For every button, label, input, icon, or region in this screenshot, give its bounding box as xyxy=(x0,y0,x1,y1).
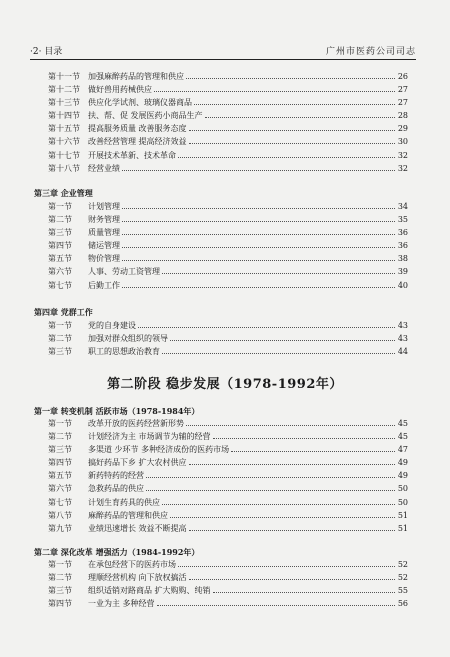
toc-entry[interactable] xyxy=(48,279,408,292)
page-number-label: ·2· 目录 xyxy=(30,47,63,57)
page-number: 39 xyxy=(397,267,408,277)
dot-leader xyxy=(189,130,395,131)
page-number: 28 xyxy=(397,111,408,121)
chapter-heading: 第二章 深化改革 增强活力（1984-1992年） xyxy=(34,547,200,557)
section-number: 第二节 xyxy=(48,215,72,225)
toc-entry[interactable] xyxy=(48,109,408,122)
toc-entry[interactable] xyxy=(48,597,408,610)
dot-leader xyxy=(162,353,395,354)
page-number: 51 xyxy=(397,510,408,520)
chapter-heading: 第四章 党群工作 xyxy=(34,307,93,317)
section-number: 第六节 xyxy=(48,267,72,277)
section-number: 第一节 xyxy=(48,560,72,569)
dot-leader xyxy=(122,234,395,235)
section-title: 提高服务质量 改善服务态度 xyxy=(88,124,187,134)
section-number: 第二节 xyxy=(48,334,72,344)
section-number: 第十二节 xyxy=(48,85,80,95)
page-number: 27 xyxy=(397,85,408,95)
dot-leader xyxy=(189,143,395,144)
section-title: 多渠道 少环节 多种经济成份的医药市场 xyxy=(88,445,230,455)
section-number: 第三节 xyxy=(48,347,72,357)
section-number: 第五节 xyxy=(48,254,72,264)
dot-leader xyxy=(138,327,395,328)
dot-leader xyxy=(154,91,395,92)
section-number: 第三节 xyxy=(48,228,72,238)
section-title: 经营业绩 xyxy=(88,163,120,173)
toc-entry[interactable] xyxy=(48,162,408,175)
dot-leader xyxy=(186,425,395,426)
section-number: 第七节 xyxy=(48,497,72,507)
page-number: 32 xyxy=(397,150,408,160)
dot-leader xyxy=(186,78,395,79)
dot-leader xyxy=(170,340,395,341)
section-title: 新药特药的经营 xyxy=(88,471,144,481)
dot-leader xyxy=(162,273,395,274)
page-number: 27 xyxy=(397,98,408,108)
toc-entry[interactable] xyxy=(48,584,408,597)
section-title: 理顺经营机构 向下放权搞活 xyxy=(88,573,187,583)
page-number: 45 xyxy=(397,432,408,442)
dot-leader xyxy=(162,504,395,505)
toc-entry[interactable] xyxy=(48,265,408,278)
dot-leader xyxy=(213,438,395,439)
toc-entry[interactable] xyxy=(48,70,408,83)
section-title: 麻醉药品的管理和供应 xyxy=(88,510,168,520)
toc-entry[interactable] xyxy=(48,469,408,482)
toc-entry[interactable] xyxy=(48,226,408,239)
section-title: 物价管理 xyxy=(88,254,120,264)
section-number: 第一节 xyxy=(48,419,72,428)
section-title: 急救药品的供应 xyxy=(88,484,144,494)
dot-leader xyxy=(122,287,395,288)
page-number: 47 xyxy=(397,445,408,455)
page-number: 40 xyxy=(397,280,408,290)
dot-leader xyxy=(122,208,395,209)
part-heading: 第二阶段 稳步发展（1978-1992年） xyxy=(107,377,343,392)
dot-leader xyxy=(189,464,395,465)
page-number: 43 xyxy=(397,334,408,344)
dot-leader xyxy=(178,157,395,158)
toc-entry[interactable] xyxy=(48,83,408,96)
header-rule xyxy=(30,59,416,60)
section-number: 第十四节 xyxy=(48,111,80,121)
toc-entry[interactable] xyxy=(48,149,408,162)
part2-chapter2-entries xyxy=(48,558,408,610)
section-number: 第十六节 xyxy=(48,137,80,147)
section-title: 改善经营管理 提高经济效益 xyxy=(88,137,187,147)
chapter4-block xyxy=(34,305,408,320)
dot-leader xyxy=(122,260,395,261)
dot-leader xyxy=(122,247,395,248)
toc-entry[interactable] xyxy=(48,509,408,522)
toc-entry[interactable] xyxy=(48,345,408,358)
section-number: 第七节 xyxy=(48,280,72,290)
page-header xyxy=(30,40,416,58)
section-title: 人事、劳动工资管理 xyxy=(88,267,160,277)
section-title: 在承包经营下的医药市场 xyxy=(88,560,176,569)
page-number: 35 xyxy=(397,215,408,225)
toc-entry[interactable] xyxy=(48,456,408,469)
toc-entry[interactable] xyxy=(48,443,408,456)
toc-entry[interactable] xyxy=(48,319,408,332)
section-title: 搞好药品下乡 扩大农村供应 xyxy=(88,458,187,468)
section-number: 第六节 xyxy=(48,484,72,494)
page-number: 52 xyxy=(397,573,408,583)
section-number: 第十五节 xyxy=(48,124,80,134)
section-title: 业绩迅速增长 效益不断提高 xyxy=(88,523,187,533)
section-title: 计划生育药具的供应 xyxy=(88,497,160,507)
section-number: 第十一节 xyxy=(48,72,80,81)
dot-leader xyxy=(231,451,395,452)
toc-entry[interactable] xyxy=(48,522,408,535)
dot-leader xyxy=(146,490,395,491)
section-number: 第九节 xyxy=(48,523,72,533)
dot-leader xyxy=(146,477,395,478)
book-title: 广州市医药公司司志 xyxy=(325,47,416,57)
section-number: 第四节 xyxy=(48,599,72,609)
page-number: 51 xyxy=(397,523,408,533)
section-title: 扶、帮、促 发展医药小商品生产 xyxy=(88,111,203,121)
section-number: 第四节 xyxy=(48,458,72,468)
section-title: 职工的思想政治教育 xyxy=(88,347,160,357)
section-title: 党的自身建设 xyxy=(88,321,136,330)
page-number: 43 xyxy=(397,321,408,330)
section-title: 做好兽用药械供应 xyxy=(88,85,152,95)
section-title: 一业为主 多种经营 xyxy=(88,599,155,609)
chapter3-block xyxy=(34,186,408,201)
page-number: 38 xyxy=(397,254,408,264)
section-title: 财务管理 xyxy=(88,215,120,225)
toc-entry[interactable] xyxy=(48,96,408,109)
dot-leader xyxy=(122,221,395,222)
page-number: 34 xyxy=(397,202,408,211)
page-number: 55 xyxy=(397,586,408,596)
dot-leader xyxy=(122,170,395,171)
toc-entry[interactable] xyxy=(48,239,408,252)
page-number: 50 xyxy=(397,497,408,507)
dot-leader xyxy=(189,579,395,580)
toc-entry[interactable] xyxy=(48,213,408,226)
section-title: 储运管理 xyxy=(88,241,120,251)
section-number: 第二节 xyxy=(48,432,72,442)
page-number: 30 xyxy=(397,137,408,147)
page-number: 36 xyxy=(397,228,408,238)
toc-group-continued xyxy=(48,70,408,175)
page-number: 49 xyxy=(397,471,408,481)
section-title: 质量管理 xyxy=(88,228,120,238)
dot-leader xyxy=(194,104,395,105)
chapter3-entries xyxy=(48,200,408,292)
section-title: 后勤工作 xyxy=(88,280,120,290)
toc-entry[interactable] xyxy=(48,482,408,495)
toc-entry[interactable] xyxy=(48,496,408,509)
page-number: 50 xyxy=(397,484,408,494)
section-title: 供应化学试剂、玻璃仪器商品 xyxy=(88,98,192,108)
section-title: 计划经济为主 市场调节为辅的经营 xyxy=(88,432,211,442)
toc-entry[interactable] xyxy=(48,332,408,345)
toc-entry[interactable] xyxy=(48,430,408,443)
page-number: 45 xyxy=(397,419,408,428)
page-number: 32 xyxy=(397,163,408,173)
section-number: 第四节 xyxy=(48,241,72,251)
toc-entry[interactable] xyxy=(48,200,408,213)
section-title: 加强麻醉药品的管理和供应 xyxy=(88,72,184,81)
toc-entry[interactable] xyxy=(48,135,408,148)
section-title: 计划管理 xyxy=(88,202,120,211)
dot-leader xyxy=(157,605,395,606)
page-number: 29 xyxy=(397,124,408,134)
page-number: 56 xyxy=(397,599,408,609)
toc-entry[interactable] xyxy=(48,558,408,571)
part2-chapter1-entries xyxy=(48,417,408,535)
page-number: 26 xyxy=(397,72,408,81)
section-number: 第八节 xyxy=(48,510,72,520)
page-number: 36 xyxy=(397,241,408,251)
chapter4-entries xyxy=(48,319,408,358)
toc-entry[interactable] xyxy=(48,571,408,584)
dot-leader xyxy=(205,117,395,118)
section-title: 组织适销对路商品 扩大购购、纯销 xyxy=(88,586,211,596)
dot-leader xyxy=(189,530,395,531)
section-title: 开展技术革新、技术革命 xyxy=(88,150,176,160)
section-number: 第十七节 xyxy=(48,150,80,160)
section-title: 改革开放的医药经营新形势 xyxy=(88,419,184,428)
page-number: 44 xyxy=(397,347,408,357)
dot-leader xyxy=(178,566,395,567)
chapter-heading: 第一章 转变机制 活跃市场（1978-1984年） xyxy=(34,406,200,416)
toc-entry[interactable] xyxy=(48,252,408,265)
dot-leader xyxy=(170,517,395,518)
page-number: 49 xyxy=(397,458,408,468)
section-number: 第二节 xyxy=(48,573,72,583)
section-number: 第三节 xyxy=(48,586,72,596)
section-title: 加强对群众组织的领导 xyxy=(88,334,168,344)
section-number: 第一节 xyxy=(48,321,72,330)
section-number: 第五节 xyxy=(48,471,72,481)
section-number: 第十三节 xyxy=(48,98,80,108)
dot-leader xyxy=(213,592,395,593)
chapter-heading: 第三章 企业管理 xyxy=(34,188,93,198)
page-number: 52 xyxy=(397,560,408,569)
section-number: 第十八节 xyxy=(48,163,80,173)
section-number: 第一节 xyxy=(48,202,72,211)
toc-entry[interactable] xyxy=(48,122,408,135)
toc-entry[interactable] xyxy=(48,417,408,430)
section-number: 第三节 xyxy=(48,445,72,455)
